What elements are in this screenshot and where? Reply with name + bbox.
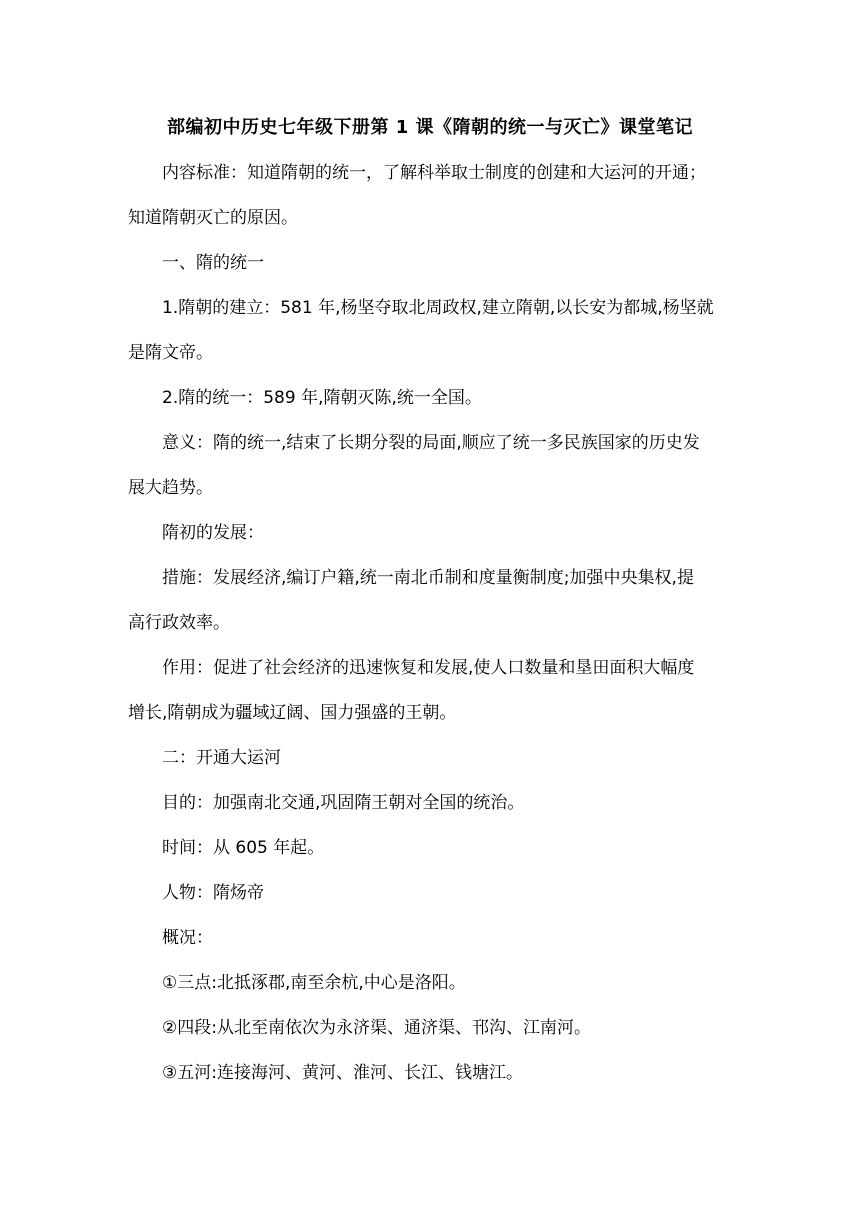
- paragraph-line: 概况：: [162, 928, 213, 948]
- paragraph-line: ②四段:从北至南依次为永济渠、通济渠、邗沟、江南河。: [162, 1018, 591, 1038]
- section-heading-sui-unification: [128, 241, 732, 286]
- paragraph-purpose: [128, 781, 732, 826]
- paragraph-line: 目的：加强南北交通,巩固隋王朝对全国的统治。: [162, 793, 525, 813]
- paragraph-line: 作用：促进了社会经济的迅速恢复和发展,使人口数量和垦田面积大幅度: [162, 658, 695, 678]
- paragraph-person: [128, 871, 732, 916]
- paragraph-line: 意义：隋的统一,结束了长期分裂的局面,顺应了统一多民族国家的历史发: [162, 433, 700, 453]
- paragraph-measures: [128, 556, 732, 646]
- paragraph-line: ③五河:连接海河、黄河、淮河、长江、钱塘江。: [162, 1063, 523, 1083]
- paragraph-overview: [128, 916, 732, 961]
- paragraph-line: 隋初的发展：: [162, 523, 264, 543]
- document-title: 部编初中历史七年级下册第 1 课《隋朝的统一与灭亡》课堂笔记: [166, 117, 694, 138]
- paragraph-line: 2.隋的统一：589 年,隋朝灭陈,统一全国。: [162, 388, 482, 408]
- paragraph-line: 增长,隋朝成为疆域辽阔、国力强盛的王朝。: [128, 703, 457, 723]
- list-item-three-points: [128, 961, 732, 1006]
- paragraph-line: 一、隋的统一: [162, 253, 264, 273]
- paragraph-line: 知道隋朝灭亡的原因。: [128, 208, 298, 228]
- paragraph-line: 展大趋势。: [128, 478, 213, 498]
- paragraph-sui-unification: [128, 376, 732, 421]
- paragraph-content-standard: [128, 151, 732, 241]
- paragraph-sui-founding: [128, 286, 732, 376]
- list-item-four-sections: [128, 1006, 732, 1051]
- paragraph-line: 措施：发展经济,编订户籍,统一南北币制和度量衡制度;加强中央集权,提: [162, 568, 694, 588]
- paragraph-early-sui-development: [128, 511, 732, 556]
- section-heading-grand-canal: [128, 736, 732, 781]
- paragraph-significance: [128, 421, 732, 511]
- list-item-five-rivers: [128, 1051, 732, 1096]
- paragraph-effects: [128, 646, 732, 736]
- paragraph-line: 是隋文帝。: [128, 343, 213, 363]
- paragraph-line: 1.隋朝的建立：581 年,杨坚夺取北周政权,建立隋朝,以长安为都城,杨坚就: [162, 298, 714, 318]
- paragraph-line: 人物：隋炀帝: [162, 883, 264, 903]
- paragraph-line: 高行政效率。: [128, 613, 230, 633]
- paragraph-time: [128, 826, 732, 871]
- paragraph-line: ①三点:北抵涿郡,南至余杭,中心是洛阳。: [162, 973, 466, 993]
- paragraph-line: 二：开通大运河: [162, 748, 281, 768]
- paragraph-line: 时间：从 605 年起。: [162, 838, 325, 858]
- paragraph-line: 内容标准：知道隋朝的统一，了解科举取士制度的创建和大运河的开通；: [162, 163, 706, 183]
